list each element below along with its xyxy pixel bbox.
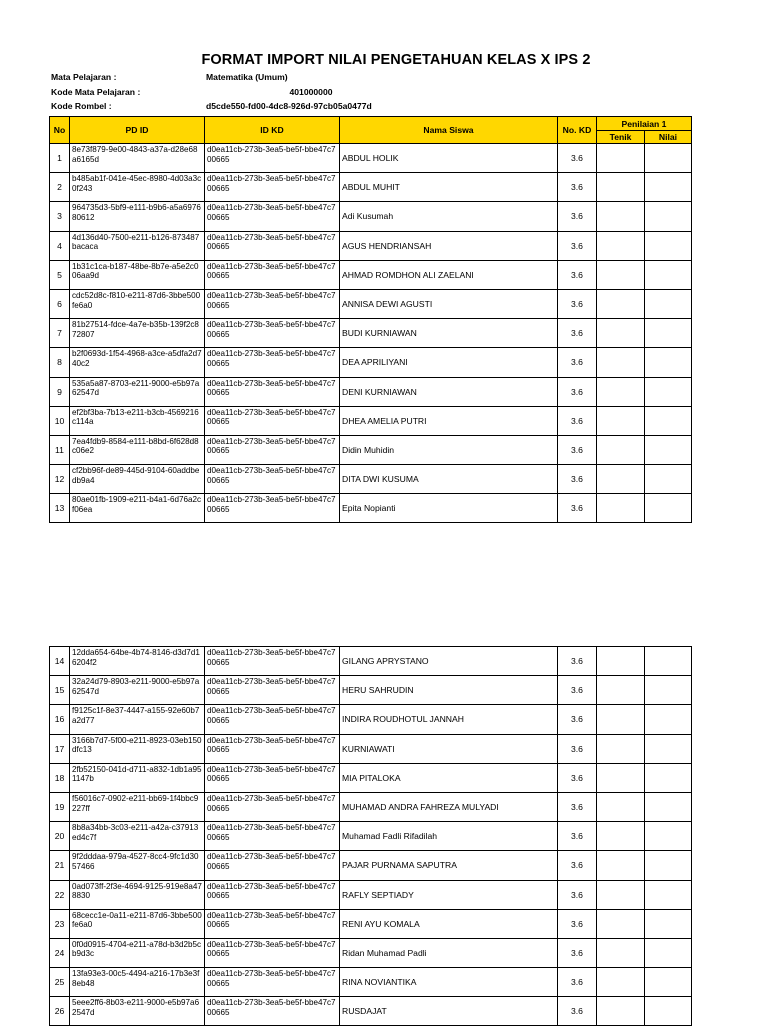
pd-id-cell: 81b27514-fdce-4a7e-b35b-139f2c872807 [70, 319, 205, 348]
nilai-input-cell[interactable] [645, 289, 692, 318]
no-kd-cell: 3.6 [558, 734, 597, 763]
student-name-cell: Muhamad Fadli Rifadilah [340, 822, 558, 851]
no-kd-cell: 3.6 [558, 231, 597, 260]
student-name-cell: MUHAMAD ANDRA FAHREZA MULYADI [340, 792, 558, 821]
table-row [50, 231, 692, 260]
pd-id-cell: 80ae01fb-1909-e211-b4a1-6d76a2cf06ea [70, 494, 205, 523]
nilai-input-cell[interactable] [645, 348, 692, 377]
row-no-cell: 4 [50, 231, 70, 260]
id-kd-cell: d0ea11cb-273b-3ea5-be5f-bbe47c700665 [205, 938, 340, 967]
row-no-cell: 26 [50, 997, 70, 1026]
nilai-input-cell[interactable] [645, 909, 692, 938]
id-kd-cell: d0ea11cb-273b-3ea5-be5f-bbe47c700665 [205, 435, 340, 464]
no-kd-cell: 3.6 [558, 997, 597, 1026]
table-row [50, 968, 692, 997]
teknik-input-cell[interactable] [597, 968, 645, 997]
nilai-input-cell[interactable] [645, 968, 692, 997]
pd-id-cell: cdc52d8c-f810-e211-87d6-3bbe500fe6a0 [70, 289, 205, 318]
row-no-cell: 16 [50, 705, 70, 734]
table-row [50, 705, 692, 734]
no-kd-cell: 3.6 [558, 647, 597, 676]
table-row [50, 822, 692, 851]
table-row [50, 734, 692, 763]
nilai-input-cell[interactable] [645, 851, 692, 880]
teknik-input-cell[interactable] [597, 260, 645, 289]
student-name-cell: RENI AYU KOMALA [340, 909, 558, 938]
meta-kode-mapel [51, 87, 416, 97]
id-kd-cell: d0ea11cb-273b-3ea5-be5f-bbe47c700665 [205, 968, 340, 997]
nilai-input-cell[interactable] [645, 319, 692, 348]
no-kd-cell: 3.6 [558, 377, 597, 406]
id-kd-cell: d0ea11cb-273b-3ea5-be5f-bbe47c700665 [205, 465, 340, 494]
table-row [50, 173, 692, 202]
no-kd-cell: 3.6 [558, 880, 597, 909]
id-kd-cell: d0ea11cb-273b-3ea5-be5f-bbe47c700665 [205, 319, 340, 348]
row-no-cell: 7 [50, 319, 70, 348]
id-kd-cell: d0ea11cb-273b-3ea5-be5f-bbe47c700665 [205, 997, 340, 1026]
pd-id-cell: 13fa93e3-00c5-4494-a216-17b3e3f8eb48 [70, 968, 205, 997]
pd-id-cell: 8e73f879-9e00-4843-a37a-d28e68a6165d [70, 144, 205, 173]
id-kd-cell: d0ea11cb-273b-3ea5-be5f-bbe47c700665 [205, 763, 340, 792]
table-row [50, 676, 692, 705]
table-row [50, 319, 692, 348]
no-kd-cell: 3.6 [558, 494, 597, 523]
student-name-cell: HERU SAHRUDIN [340, 676, 558, 705]
teknik-input-cell[interactable] [597, 289, 645, 318]
nilai-input-cell[interactable] [645, 260, 692, 289]
no-kd-cell: 3.6 [558, 173, 597, 202]
row-no-cell: 5 [50, 260, 70, 289]
student-name-cell: DHEA AMELIA PUTRI [340, 406, 558, 435]
meta-kode-rombel [51, 101, 372, 111]
table-row [50, 144, 692, 173]
teknik-input-cell[interactable] [597, 822, 645, 851]
student-grade-table-continued [49, 646, 692, 1026]
student-name-cell: MIA PITALOKA [340, 763, 558, 792]
col-header-nilai: Nilai [645, 131, 692, 144]
row-no-cell: 21 [50, 851, 70, 880]
teknik-input-cell[interactable] [597, 173, 645, 202]
student-name-cell: RINA NOVIANTIKA [340, 968, 558, 997]
teknik-input-cell[interactable] [597, 319, 645, 348]
row-no-cell: 15 [50, 676, 70, 705]
table-row [50, 435, 692, 464]
student-name-cell: Adi Kusumah [340, 202, 558, 231]
teknik-input-cell[interactable] [597, 494, 645, 523]
no-kd-cell: 3.6 [558, 465, 597, 494]
nilai-input-cell[interactable] [645, 435, 692, 464]
pd-id-cell: 68cecc1e-0a11-e211-87d6-3bbe500fe6a0 [70, 909, 205, 938]
meta-mapel [51, 72, 288, 82]
nilai-input-cell[interactable] [645, 406, 692, 435]
id-kd-cell: d0ea11cb-273b-3ea5-be5f-bbe47c700665 [205, 494, 340, 523]
teknik-input-cell[interactable] [597, 377, 645, 406]
id-kd-cell: d0ea11cb-273b-3ea5-be5f-bbe47c700665 [205, 851, 340, 880]
id-kd-cell: d0ea11cb-273b-3ea5-be5f-bbe47c700665 [205, 144, 340, 173]
pd-id-cell: 1b31c1ca-b187-48be-8b7e-a5e2c006aa9d [70, 260, 205, 289]
student-name-cell: RAFLY SEPTIADY [340, 880, 558, 909]
teknik-input-cell[interactable] [597, 406, 645, 435]
row-no-cell: 9 [50, 377, 70, 406]
col-header-no: No [50, 117, 70, 144]
pd-id-cell: 0ad073ff-2f3e-4694-9125-919e8a478830 [70, 880, 205, 909]
id-kd-cell: d0ea11cb-273b-3ea5-be5f-bbe47c700665 [205, 909, 340, 938]
id-kd-cell: d0ea11cb-273b-3ea5-be5f-bbe47c700665 [205, 880, 340, 909]
teknik-input-cell[interactable] [597, 465, 645, 494]
row-no-cell: 22 [50, 880, 70, 909]
pd-id-cell: 8b8a34bb-3c03-e211-a42a-c37913ed4c7f [70, 822, 205, 851]
meta-mapel-label: Mata Pelajaran : [51, 72, 117, 82]
student-grade-table [49, 116, 692, 523]
row-no-cell: 19 [50, 792, 70, 821]
row-no-cell: 13 [50, 494, 70, 523]
student-name-cell: GILANG APRYSTANO [340, 647, 558, 676]
student-name-cell: BUDI KURNIAWAN [340, 319, 558, 348]
id-kd-cell: d0ea11cb-273b-3ea5-be5f-bbe47c700665 [205, 822, 340, 851]
col-header-teknik: Tenik [597, 131, 645, 144]
row-no-cell: 14 [50, 647, 70, 676]
student-name-cell: ANNISA DEWI AGUSTI [340, 289, 558, 318]
no-kd-cell: 3.6 [558, 435, 597, 464]
table-row [50, 377, 692, 406]
nilai-input-cell[interactable] [645, 494, 692, 523]
table-row [50, 763, 692, 792]
row-no-cell: 25 [50, 968, 70, 997]
no-kd-cell: 3.6 [558, 319, 597, 348]
nilai-input-cell[interactable] [645, 792, 692, 821]
id-kd-cell: d0ea11cb-273b-3ea5-be5f-bbe47c700665 [205, 289, 340, 318]
no-kd-cell: 3.6 [558, 289, 597, 318]
row-no-cell: 3 [50, 202, 70, 231]
no-kd-cell: 3.6 [558, 406, 597, 435]
nilai-input-cell[interactable] [645, 734, 692, 763]
row-no-cell: 8 [50, 348, 70, 377]
teknik-input-cell[interactable] [597, 792, 645, 821]
pd-id-cell: 535a5a87-8703-e211-9000-e5b97a62547d [70, 377, 205, 406]
teknik-input-cell[interactable] [597, 144, 645, 173]
student-name-cell: KURNIAWATI [340, 734, 558, 763]
teknik-input-cell[interactable] [597, 647, 645, 676]
table-row [50, 465, 692, 494]
no-kd-cell: 3.6 [558, 676, 597, 705]
nilai-input-cell[interactable] [645, 144, 692, 173]
no-kd-cell: 3.6 [558, 792, 597, 821]
id-kd-cell: d0ea11cb-273b-3ea5-be5f-bbe47c700665 [205, 406, 340, 435]
table-row [50, 647, 692, 676]
pd-id-cell: f9125c1f-8e37-4447-a155-92e60b7a2d77 [70, 705, 205, 734]
no-kd-cell: 3.6 [558, 705, 597, 734]
student-name-cell: Ridan Muhamad Padli [340, 938, 558, 967]
id-kd-cell: d0ea11cb-273b-3ea5-be5f-bbe47c700665 [205, 173, 340, 202]
id-kd-cell: d0ea11cb-273b-3ea5-be5f-bbe47c700665 [205, 676, 340, 705]
pd-id-cell: 9f2dddaa-979a-4527-8cc4-9fc1d3057466 [70, 851, 205, 880]
meta-kode-rombel-label: Kode Rombel : [51, 101, 112, 111]
nilai-input-cell[interactable] [645, 377, 692, 406]
row-no-cell: 1 [50, 144, 70, 173]
col-header-id-kd: ID KD [205, 117, 340, 144]
pd-id-cell: 7ea4fdb9-8584-e111-b8bd-6f628d8c06e2 [70, 435, 205, 464]
nilai-input-cell[interactable] [645, 880, 692, 909]
table-row [50, 938, 692, 967]
nilai-input-cell[interactable] [645, 705, 692, 734]
col-header-no-kd: No. KD [558, 117, 597, 144]
no-kd-cell: 3.6 [558, 938, 597, 967]
teknik-input-cell[interactable] [597, 202, 645, 231]
nilai-input-cell[interactable] [645, 676, 692, 705]
student-name-cell: PAJAR PURNAMA SAPUTRA [340, 851, 558, 880]
pd-id-cell: 964735d3-5bf9-e111-b9b6-a5a697680612 [70, 202, 205, 231]
table-row [50, 997, 692, 1026]
teknik-input-cell[interactable] [597, 851, 645, 880]
nilai-input-cell[interactable] [645, 938, 692, 967]
pd-id-cell: 0f0d0915-4704-e211-a78d-b3d2b5cb9d3c [70, 938, 205, 967]
id-kd-cell: d0ea11cb-273b-3ea5-be5f-bbe47c700665 [205, 231, 340, 260]
id-kd-cell: d0ea11cb-273b-3ea5-be5f-bbe47c700665 [205, 377, 340, 406]
teknik-input-cell[interactable] [597, 997, 645, 1026]
table-row [50, 202, 692, 231]
table-row [50, 792, 692, 821]
teknik-input-cell[interactable] [597, 348, 645, 377]
pd-id-cell: 12dda654-64be-4b74-8146-d3d7d16204f2 [70, 647, 205, 676]
meta-kode-rombel-value: d5cde550-fd00-4dc8-926d-97cb05a0477d [206, 101, 372, 111]
meta-kode-mapel-label: Kode Mata Pelajaran : [51, 87, 141, 97]
student-name-cell: Epita Nopianti [340, 494, 558, 523]
student-name-cell: Didin Muhidin [340, 435, 558, 464]
row-no-cell: 2 [50, 173, 70, 202]
id-kd-cell: d0ea11cb-273b-3ea5-be5f-bbe47c700665 [205, 202, 340, 231]
teknik-input-cell[interactable] [597, 676, 645, 705]
pd-id-cell: b2f0693d-1f54-4968-a3ce-a5dfa2d740c2 [70, 348, 205, 377]
col-header-penilaian: Penilaian 1 [597, 117, 692, 131]
id-kd-cell: d0ea11cb-273b-3ea5-be5f-bbe47c700665 [205, 647, 340, 676]
row-no-cell: 23 [50, 909, 70, 938]
row-no-cell: 12 [50, 465, 70, 494]
pd-id-cell: f56016c7-0902-e211-bb69-1f4bbc9227ff [70, 792, 205, 821]
student-name-cell: RUSDAJAT [340, 997, 558, 1026]
col-header-pd-id: PD ID [70, 117, 205, 144]
id-kd-cell: d0ea11cb-273b-3ea5-be5f-bbe47c700665 [205, 348, 340, 377]
student-name-cell: ABDUL MUHIT [340, 173, 558, 202]
student-name-cell: DENI KURNIAWAN [340, 377, 558, 406]
nilai-input-cell[interactable] [645, 465, 692, 494]
nilai-input-cell[interactable] [645, 173, 692, 202]
student-name-cell: DITA DWI KUSUMA [340, 465, 558, 494]
id-kd-cell: d0ea11cb-273b-3ea5-be5f-bbe47c700665 [205, 705, 340, 734]
pd-id-cell: 4d136d40-7500-e211-b126-873487bacaca [70, 231, 205, 260]
row-no-cell: 11 [50, 435, 70, 464]
id-kd-cell: d0ea11cb-273b-3ea5-be5f-bbe47c700665 [205, 260, 340, 289]
teknik-input-cell[interactable] [597, 231, 645, 260]
nilai-input-cell[interactable] [645, 202, 692, 231]
row-no-cell: 17 [50, 734, 70, 763]
row-no-cell: 24 [50, 938, 70, 967]
row-no-cell: 18 [50, 763, 70, 792]
teknik-input-cell[interactable] [597, 763, 645, 792]
row-no-cell: 10 [50, 406, 70, 435]
pd-id-cell: 5eee2ff6-8b03-e211-9000-e5b97a62547d [70, 997, 205, 1026]
teknik-input-cell[interactable] [597, 938, 645, 967]
nilai-input-cell[interactable] [645, 231, 692, 260]
table-row [50, 406, 692, 435]
id-kd-cell: d0ea11cb-273b-3ea5-be5f-bbe47c700665 [205, 734, 340, 763]
table-row [50, 880, 692, 909]
no-kd-cell: 3.6 [558, 763, 597, 792]
pd-id-cell: ef2bf3ba-7b13-e211-b3cb-4569216c114a [70, 406, 205, 435]
pd-id-cell: b485ab1f-041e-45ec-8980-4d03a3c0f243 [70, 173, 205, 202]
pd-id-cell: cf2bb96f-de89-445d-9104-60addbedb9a4 [70, 465, 205, 494]
pd-id-cell: 2fb52150-041d-d711-a832-1db1a951147b [70, 763, 205, 792]
pd-id-cell: 32a24d79-8903-e211-9000-e5b97a62547d [70, 676, 205, 705]
row-no-cell: 6 [50, 289, 70, 318]
no-kd-cell: 3.6 [558, 968, 597, 997]
student-name-cell: AGUS HENDRIANSAH [340, 231, 558, 260]
nilai-input-cell[interactable] [645, 997, 692, 1026]
table-row [50, 348, 692, 377]
teknik-input-cell[interactable] [597, 435, 645, 464]
student-name-cell: INDIRA ROUDHOTUL JANNAH [340, 705, 558, 734]
no-kd-cell: 3.6 [558, 144, 597, 173]
table-row [50, 494, 692, 523]
no-kd-cell: 3.6 [558, 260, 597, 289]
table-row [50, 260, 692, 289]
teknik-input-cell[interactable] [597, 909, 645, 938]
table-row [50, 909, 692, 938]
nilai-input-cell[interactable] [645, 647, 692, 676]
document-title: FORMAT IMPORT NILAI PENGETAHUAN KELAS X IPS 2 [201, 52, 591, 68]
meta-kode-mapel-value: 401000000 [289, 87, 333, 97]
nilai-input-cell[interactable] [645, 763, 692, 792]
teknik-input-cell[interactable] [597, 734, 645, 763]
id-kd-cell: d0ea11cb-273b-3ea5-be5f-bbe47c700665 [205, 792, 340, 821]
no-kd-cell: 3.6 [558, 851, 597, 880]
no-kd-cell: 3.6 [558, 348, 597, 377]
student-name-cell: DEA APRILIYANI [340, 348, 558, 377]
row-no-cell: 20 [50, 822, 70, 851]
meta-mapel-value: Matematika (Umum) [206, 72, 288, 82]
pd-id-cell: 3166b7d7-5f00-e211-8923-03eb150dfc13 [70, 734, 205, 763]
nilai-input-cell[interactable] [645, 822, 692, 851]
no-kd-cell: 3.6 [558, 202, 597, 231]
col-header-nama-siswa: Nama Siswa [340, 117, 558, 144]
no-kd-cell: 3.6 [558, 822, 597, 851]
no-kd-cell: 3.6 [558, 909, 597, 938]
teknik-input-cell[interactable] [597, 880, 645, 909]
table-row [50, 851, 692, 880]
table-row [50, 289, 692, 318]
student-name-cell: AHMAD ROMDHON ALI ZAELANI [340, 260, 558, 289]
teknik-input-cell[interactable] [597, 705, 645, 734]
student-name-cell: ABDUL HOLIK [340, 144, 558, 173]
